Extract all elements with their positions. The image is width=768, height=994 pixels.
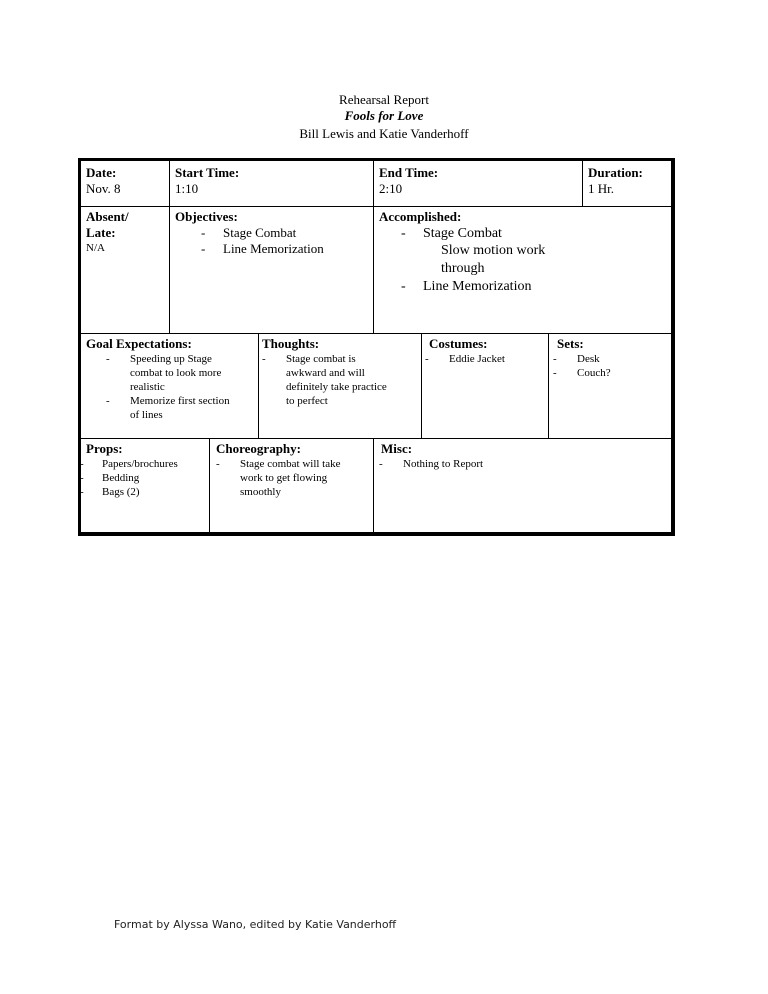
duration-value: 1 Hr. [588, 181, 614, 196]
absent-label: Absent/ [86, 209, 129, 224]
report-title: Rehearsal Report [339, 92, 429, 107]
misc-label: Misc: [381, 441, 413, 456]
row-divider [81, 333, 671, 334]
thoughts-label: Thoughts: [262, 336, 320, 351]
props-label: Props: [86, 441, 123, 456]
duration-cell [588, 165, 643, 197]
show-title: Fools for Love [344, 108, 424, 123]
objectives-cell [175, 209, 365, 257]
list-item: - Stage combat will take work to get flowing smoothly [216, 458, 341, 498]
list-item: - Nothing to Report [379, 458, 484, 470]
list-item: - Desk [553, 353, 600, 365]
choreography-cell [216, 441, 371, 499]
list-item: - Papers/brochures [80, 458, 178, 470]
list-item: - Memorize first section of lines [106, 395, 230, 421]
misc-cell [379, 441, 579, 471]
start-time-value: 1:10 [175, 181, 199, 196]
sets-cell [553, 336, 668, 380]
list-item: - Speeding up Stage combat to look more realistic [106, 353, 222, 393]
col-divider [258, 333, 259, 438]
list-item: - Couch? [553, 367, 611, 379]
list-item: - Bags (2) [80, 486, 140, 498]
list-item: - Line Memorization [201, 241, 324, 256]
absent-value: N/A [86, 242, 105, 254]
date-cell [86, 165, 121, 197]
author-names: Bill Lewis and Katie Vanderhoff [299, 126, 469, 141]
col-divider [373, 161, 374, 333]
date-label: Date: [86, 165, 117, 180]
end-time-cell [379, 165, 438, 197]
list-item: - Eddie Jacket [425, 353, 505, 365]
col-divider [373, 438, 374, 535]
accomplished-label: Accomplished: [379, 209, 462, 224]
costumes-cell [425, 336, 545, 366]
col-divider [209, 438, 210, 535]
goal-expectations-cell [86, 336, 256, 422]
col-divider [582, 161, 583, 206]
col-divider [421, 333, 422, 438]
list-item: - Bedding [80, 472, 140, 484]
footer-credit: Format by Alyssa Wano, edited by Katie Vanderhoff [114, 918, 397, 931]
choreography-label: Choreography: [216, 441, 301, 456]
objectives-label: Objectives: [175, 209, 238, 224]
thoughts-cell [262, 336, 417, 408]
list-item: - Stage Combat [401, 226, 502, 241]
duration-label: Duration: [588, 165, 643, 180]
absent-cell [86, 209, 129, 255]
col-divider [169, 161, 170, 333]
accomplished-cell [379, 209, 589, 296]
list-item: - Stage combat is awkward and will definitely take practice to perfect [262, 353, 387, 407]
start-time-cell [175, 165, 239, 197]
late-label: Late: [86, 225, 116, 240]
row-divider [81, 438, 671, 439]
sets-label: Sets: [557, 336, 584, 351]
end-time-label: End Time: [379, 165, 439, 180]
col-divider [548, 333, 549, 438]
date-value: Nov. 8 [86, 181, 121, 196]
accomplished-sub: Slow motion work through [441, 243, 546, 276]
list-item: - Line Memorization [401, 279, 532, 294]
goal-label: Goal Expectations: [86, 336, 192, 351]
start-time-label: Start Time: [175, 165, 240, 180]
report-table [78, 158, 675, 536]
props-cell [80, 441, 207, 499]
end-time-value: 2:10 [379, 181, 403, 196]
costumes-label: Costumes: [429, 336, 488, 351]
list-item: - Stage Combat [201, 225, 297, 240]
